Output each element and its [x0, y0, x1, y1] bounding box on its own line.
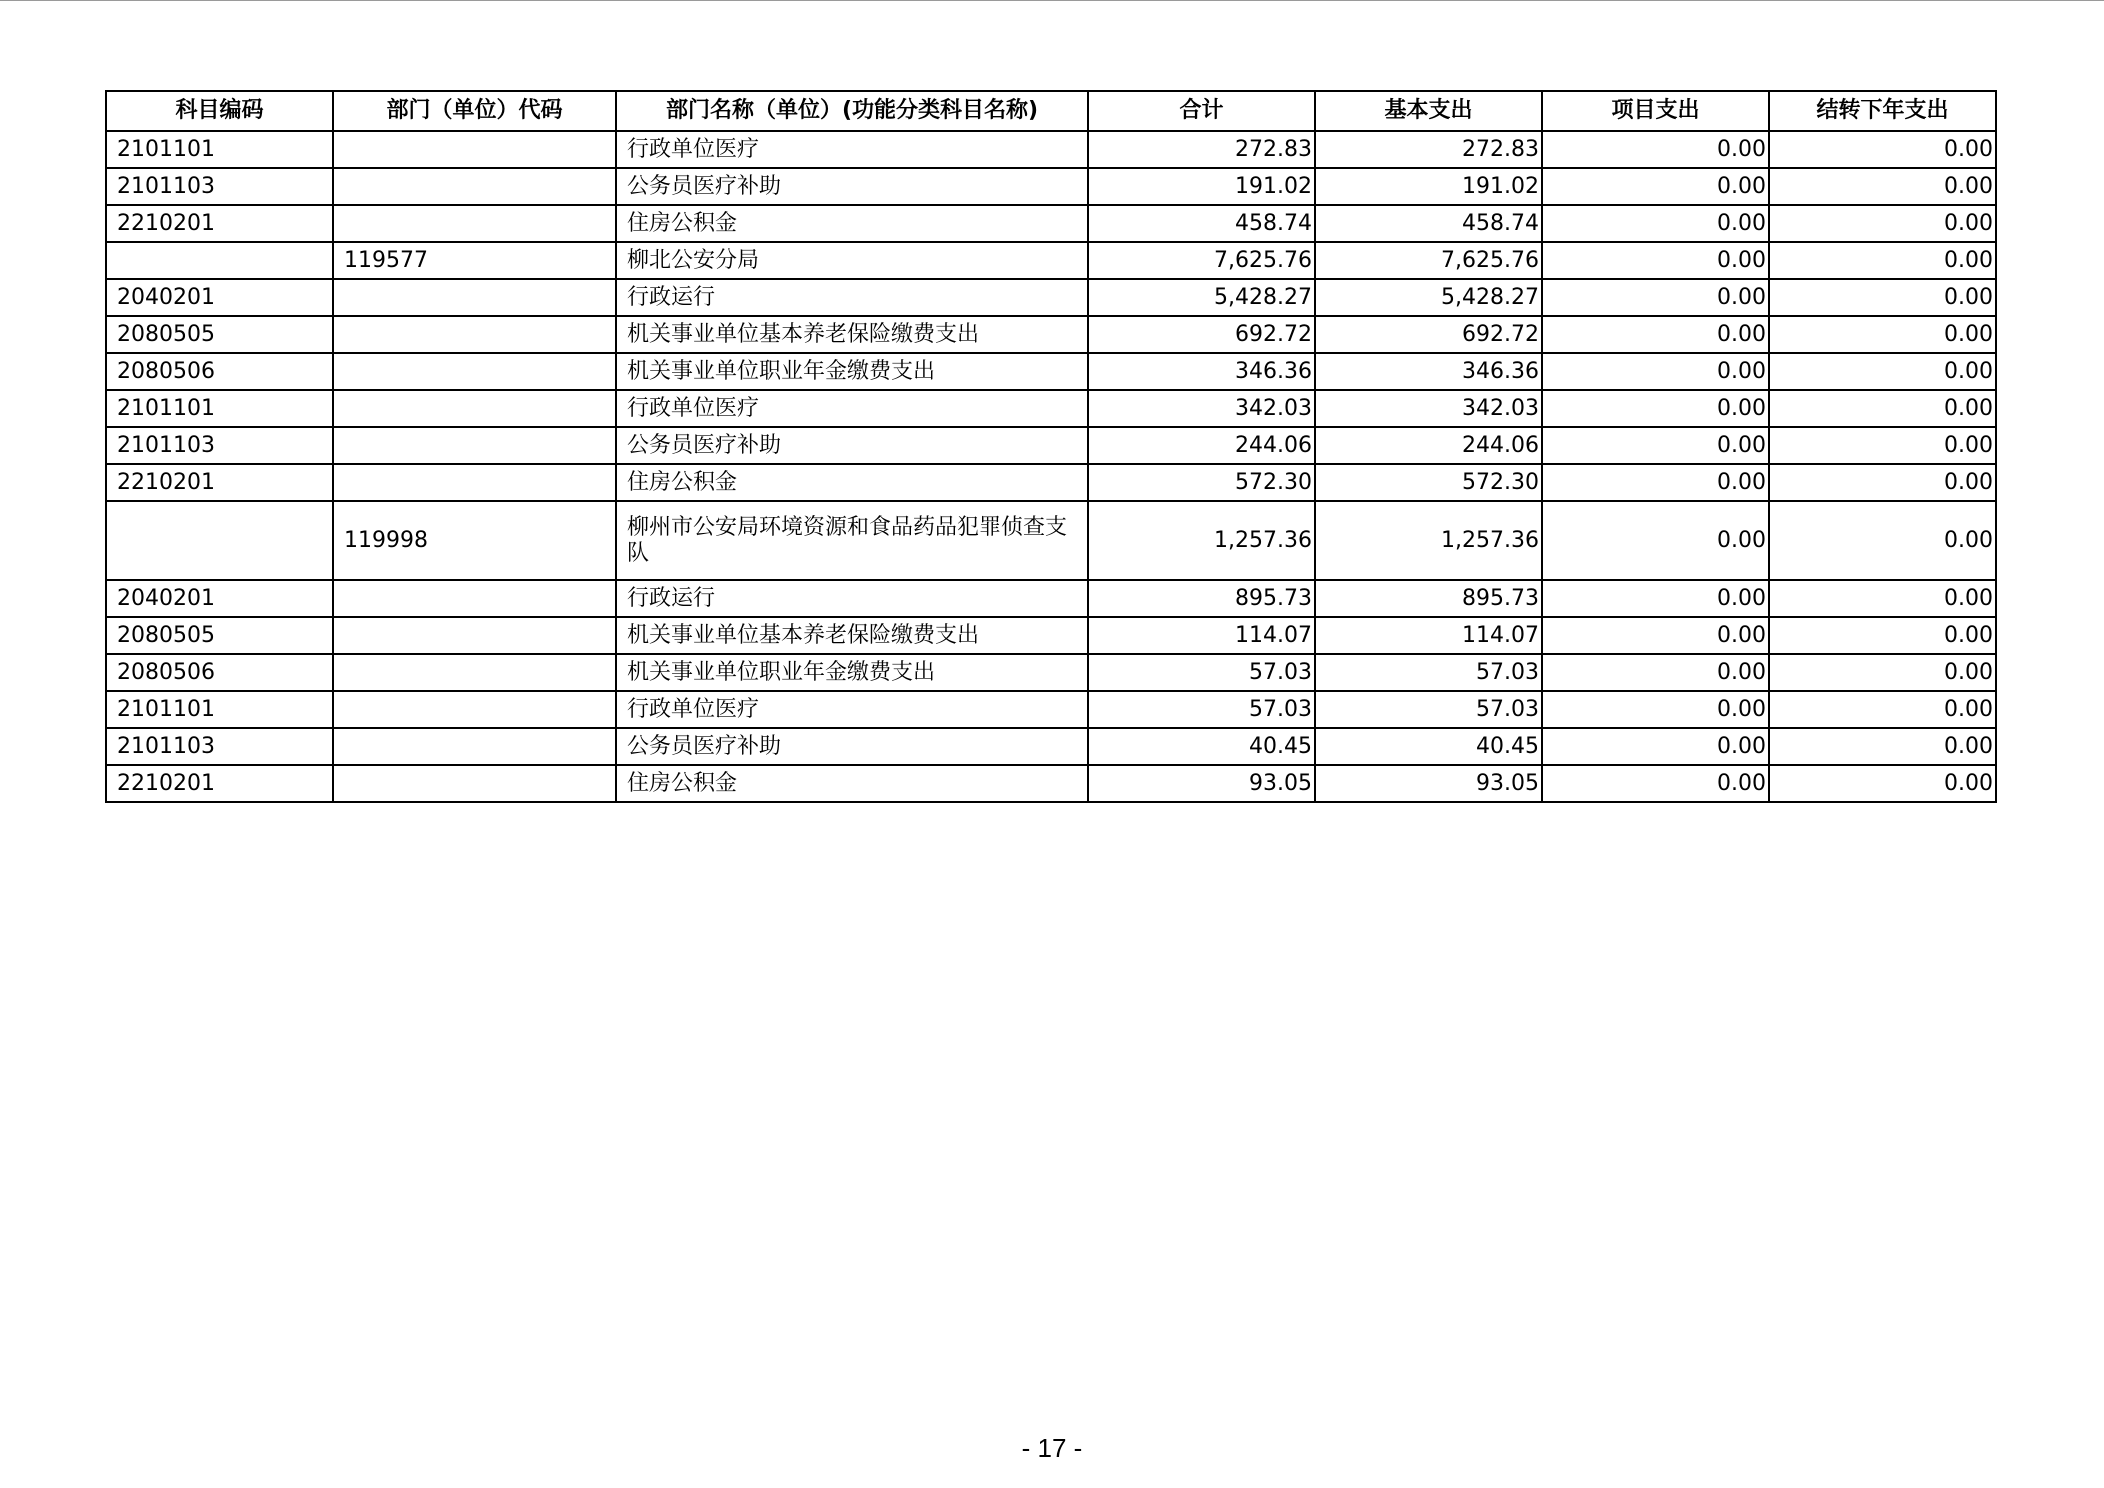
cell-unit-code: 119577 [333, 242, 616, 279]
table-header-row [106, 91, 1996, 131]
budget-table [105, 90, 1997, 803]
cell-subject-code: 2210201 [106, 464, 333, 501]
cell-unit-name: 公务员医疗补助 [616, 427, 1088, 464]
cell-subject-code: 2080505 [106, 316, 333, 353]
cell-total: 895.73 [1088, 580, 1315, 617]
table-row [106, 390, 1996, 427]
cell-total: 458.74 [1088, 205, 1315, 242]
cell-project-expenditure: 0.00 [1542, 353, 1769, 390]
cell-total: 1,257.36 [1088, 501, 1315, 580]
cell-subject-code: 2040201 [106, 580, 333, 617]
cell-total: 244.06 [1088, 427, 1315, 464]
cell-project-expenditure: 0.00 [1542, 205, 1769, 242]
cell-carryover-expenditure: 0.00 [1769, 765, 1996, 802]
cell-project-expenditure: 0.00 [1542, 501, 1769, 580]
cell-subject-code: 2210201 [106, 765, 333, 802]
cell-unit-name: 住房公积金 [616, 205, 1088, 242]
cell-unit-code [333, 765, 616, 802]
table-row [106, 580, 1996, 617]
cell-unit-code [333, 205, 616, 242]
cell-unit-name: 柳北公安分局 [616, 242, 1088, 279]
cell-subject-code: 2101103 [106, 168, 333, 205]
cell-total: 342.03 [1088, 390, 1315, 427]
table-row [106, 279, 1996, 316]
table-row [106, 242, 1996, 279]
cell-subject-code: 2101101 [106, 390, 333, 427]
cell-carryover-expenditure: 0.00 [1769, 580, 1996, 617]
cell-subject-code: 2101103 [106, 427, 333, 464]
header-subject-code: 科目编码 [106, 91, 333, 131]
cell-unit-name: 机关事业单位职业年金缴费支出 [616, 353, 1088, 390]
table-row [106, 353, 1996, 390]
table-row [106, 654, 1996, 691]
header-carryover-expenditure: 结转下年支出 [1769, 91, 1996, 131]
cell-project-expenditure: 0.00 [1542, 242, 1769, 279]
cell-project-expenditure: 0.00 [1542, 390, 1769, 427]
cell-basic-expenditure: 342.03 [1315, 390, 1542, 427]
table-row [106, 501, 1996, 580]
cell-total: 572.30 [1088, 464, 1315, 501]
cell-basic-expenditure: 572.30 [1315, 464, 1542, 501]
cell-basic-expenditure: 346.36 [1315, 353, 1542, 390]
cell-project-expenditure: 0.00 [1542, 765, 1769, 802]
cell-total: 57.03 [1088, 691, 1315, 728]
cell-carryover-expenditure: 0.00 [1769, 654, 1996, 691]
cell-unit-code [333, 168, 616, 205]
cell-unit-name: 行政运行 [616, 279, 1088, 316]
cell-basic-expenditure: 458.74 [1315, 205, 1542, 242]
cell-subject-code: 2040201 [106, 279, 333, 316]
cell-basic-expenditure: 40.45 [1315, 728, 1542, 765]
cell-unit-name: 机关事业单位职业年金缴费支出 [616, 654, 1088, 691]
cell-project-expenditure: 0.00 [1542, 316, 1769, 353]
header-unit-code: 部门（单位）代码 [333, 91, 616, 131]
cell-subject-code [106, 501, 333, 580]
cell-carryover-expenditure: 0.00 [1769, 617, 1996, 654]
cell-total: 40.45 [1088, 728, 1315, 765]
cell-basic-expenditure: 114.07 [1315, 617, 1542, 654]
cell-unit-name: 行政单位医疗 [616, 691, 1088, 728]
cell-project-expenditure: 0.00 [1542, 728, 1769, 765]
cell-total: 57.03 [1088, 654, 1315, 691]
cell-unit-code [333, 279, 616, 316]
cell-unit-name: 行政单位医疗 [616, 131, 1088, 168]
cell-unit-code [333, 131, 616, 168]
table-row [106, 168, 1996, 205]
cell-total: 272.83 [1088, 131, 1315, 168]
cell-unit-name: 柳州市公安局环境资源和食品药品犯罪侦查支队 [616, 501, 1088, 580]
table-row [106, 131, 1996, 168]
cell-unit-name: 公务员医疗补助 [616, 728, 1088, 765]
cell-total: 7,625.76 [1088, 242, 1315, 279]
cell-basic-expenditure: 57.03 [1315, 654, 1542, 691]
cell-unit-code [333, 691, 616, 728]
cell-subject-code: 2080506 [106, 654, 333, 691]
cell-unit-name: 住房公积金 [616, 765, 1088, 802]
cell-subject-code [106, 242, 333, 279]
table-row [106, 765, 1996, 802]
cell-project-expenditure: 0.00 [1542, 617, 1769, 654]
cell-basic-expenditure: 692.72 [1315, 316, 1542, 353]
cell-basic-expenditure: 57.03 [1315, 691, 1542, 728]
cell-unit-code [333, 316, 616, 353]
cell-unit-code: 119998 [333, 501, 616, 580]
cell-unit-code [333, 464, 616, 501]
cell-carryover-expenditure: 0.00 [1769, 464, 1996, 501]
cell-carryover-expenditure: 0.00 [1769, 390, 1996, 427]
cell-subject-code: 2101101 [106, 131, 333, 168]
header-unit-name: 部门名称（单位）(功能分类科目名称) [616, 91, 1088, 131]
cell-project-expenditure: 0.00 [1542, 691, 1769, 728]
cell-carryover-expenditure: 0.00 [1769, 728, 1996, 765]
header-total: 合计 [1088, 91, 1315, 131]
cell-basic-expenditure: 1,257.36 [1315, 501, 1542, 580]
cell-unit-code [333, 580, 616, 617]
cell-total: 5,428.27 [1088, 279, 1315, 316]
table-row [106, 427, 1996, 464]
top-border-line [0, 0, 2104, 1]
cell-carryover-expenditure: 0.00 [1769, 691, 1996, 728]
cell-subject-code: 2210201 [106, 205, 333, 242]
cell-project-expenditure: 0.00 [1542, 580, 1769, 617]
cell-carryover-expenditure: 0.00 [1769, 279, 1996, 316]
table-row [106, 728, 1996, 765]
table-row [106, 205, 1996, 242]
cell-carryover-expenditure: 0.00 [1769, 316, 1996, 353]
cell-basic-expenditure: 895.73 [1315, 580, 1542, 617]
cell-unit-code [333, 353, 616, 390]
cell-unit-code [333, 654, 616, 691]
cell-unit-code [333, 427, 616, 464]
cell-project-expenditure: 0.00 [1542, 464, 1769, 501]
cell-unit-code [333, 617, 616, 654]
cell-total: 114.07 [1088, 617, 1315, 654]
cell-unit-code [333, 728, 616, 765]
header-project-expenditure: 项目支出 [1542, 91, 1769, 131]
cell-basic-expenditure: 244.06 [1315, 427, 1542, 464]
cell-total: 692.72 [1088, 316, 1315, 353]
cell-basic-expenditure: 5,428.27 [1315, 279, 1542, 316]
table-row [106, 691, 1996, 728]
cell-unit-code [333, 390, 616, 427]
table-row [106, 464, 1996, 501]
cell-basic-expenditure: 272.83 [1315, 131, 1542, 168]
cell-carryover-expenditure: 0.00 [1769, 131, 1996, 168]
cell-subject-code: 2080506 [106, 353, 333, 390]
cell-project-expenditure: 0.00 [1542, 168, 1769, 205]
cell-project-expenditure: 0.00 [1542, 654, 1769, 691]
table-row [106, 316, 1996, 353]
table-body [106, 131, 1996, 802]
cell-carryover-expenditure: 0.00 [1769, 242, 1996, 279]
cell-project-expenditure: 0.00 [1542, 279, 1769, 316]
cell-carryover-expenditure: 0.00 [1769, 501, 1996, 580]
cell-carryover-expenditure: 0.00 [1769, 427, 1996, 464]
cell-subject-code: 2101101 [106, 691, 333, 728]
cell-unit-name: 行政运行 [616, 580, 1088, 617]
cell-subject-code: 2080505 [106, 617, 333, 654]
cell-basic-expenditure: 191.02 [1315, 168, 1542, 205]
cell-total: 346.36 [1088, 353, 1315, 390]
cell-carryover-expenditure: 0.00 [1769, 168, 1996, 205]
cell-unit-name: 行政单位医疗 [616, 390, 1088, 427]
table-row [106, 617, 1996, 654]
cell-basic-expenditure: 7,625.76 [1315, 242, 1542, 279]
cell-subject-code: 2101103 [106, 728, 333, 765]
page-number: - 17 - [1021, 1433, 1083, 1463]
cell-unit-name: 机关事业单位基本养老保险缴费支出 [616, 617, 1088, 654]
cell-carryover-expenditure: 0.00 [1769, 353, 1996, 390]
cell-basic-expenditure: 93.05 [1315, 765, 1542, 802]
cell-project-expenditure: 0.00 [1542, 427, 1769, 464]
cell-unit-name: 住房公积金 [616, 464, 1088, 501]
header-basic-expenditure: 基本支出 [1315, 91, 1542, 131]
cell-unit-name: 机关事业单位基本养老保险缴费支出 [616, 316, 1088, 353]
cell-project-expenditure: 0.00 [1542, 131, 1769, 168]
cell-total: 191.02 [1088, 168, 1315, 205]
cell-carryover-expenditure: 0.00 [1769, 205, 1996, 242]
cell-unit-name: 公务员医疗补助 [616, 168, 1088, 205]
cell-total: 93.05 [1088, 765, 1315, 802]
